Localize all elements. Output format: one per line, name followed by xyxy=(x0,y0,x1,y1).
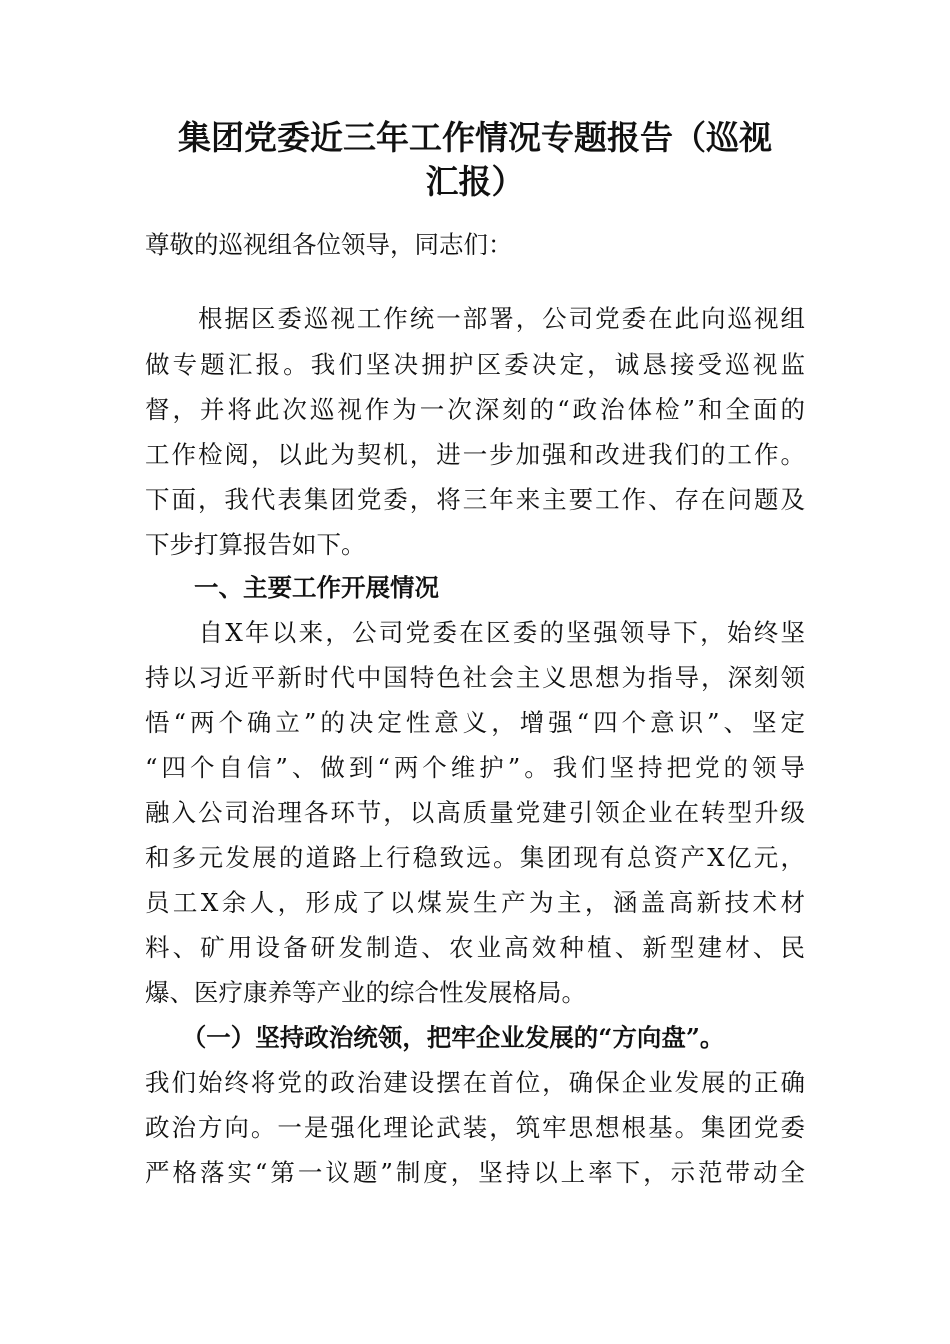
document-title-line-2: 汇报） xyxy=(425,162,525,201)
intro-line: 督，并将此次巡视作为一次深刻的“政治体检”和全面的 xyxy=(145,395,805,424)
intro-line: 下面，我代表集团党委，将三年来主要工作、存在问题及 xyxy=(145,485,805,514)
section-1-line: 自X年以来，公司党委在区委的坚强领导下，始终坚 xyxy=(145,618,805,647)
subsection-1-line: 我们始终将党的政治建设摆在首位，确保企业发展的正确 xyxy=(145,1068,805,1097)
subsection-1-heading: （一）坚持政治统领，把牢企业发展的“方向盘”。 xyxy=(145,1023,725,1052)
subsection-1-line: 严格落实“第一议题”制度，坚持以上率下，示范带动全 xyxy=(145,1158,805,1187)
section-1-line: “四个自信”、做到“两个维护”。我们坚持把党的领导 xyxy=(145,753,805,782)
section-1-line: 员工X余人，形成了以煤炭生产为主，涵盖高新技术材 xyxy=(145,888,805,917)
document-title-line-1: 集团党委近三年工作情况专题报告（巡视 xyxy=(178,118,772,157)
intro-line: 下步打算报告如下。 xyxy=(145,530,366,559)
section-1-line: 爆、医疗康养等产业的综合性发展格局。 xyxy=(145,978,586,1007)
section-1-line: 融入公司治理各环节，以高质量党建引领企业在转型升级 xyxy=(145,798,805,827)
intro-line: 根据区委巡视工作统一部署，公司党委在此向巡视组 xyxy=(145,304,805,333)
salutation: 尊敬的巡视组各位领导，同志们： xyxy=(145,230,513,259)
section-1-heading: 一、主要工作开展情况 xyxy=(194,573,439,602)
intro-line: 工作检阅，以此为契机，进一步加强和改进我们的工作。 xyxy=(145,440,805,469)
section-1-line: 和多元发展的道路上行稳致远。集团现有总资产X亿元， xyxy=(145,843,805,872)
section-1-line: 料、矿用设备研发制造、农业高效种植、新型建材、民 xyxy=(145,933,805,962)
section-1-line: 持以习近平新时代中国特色社会主义思想为指导，深刻领 xyxy=(145,663,805,692)
subsection-1-line: 政治方向。一是强化理论武装，筑牢思想根基。集团党委 xyxy=(145,1113,805,1142)
section-1-line: 悟“两个确立”的决定性意义，增强“四个意识”、坚定 xyxy=(145,708,805,737)
intro-line: 做专题汇报。我们坚决拥护区委决定，诚恳接受巡视监 xyxy=(145,350,805,379)
